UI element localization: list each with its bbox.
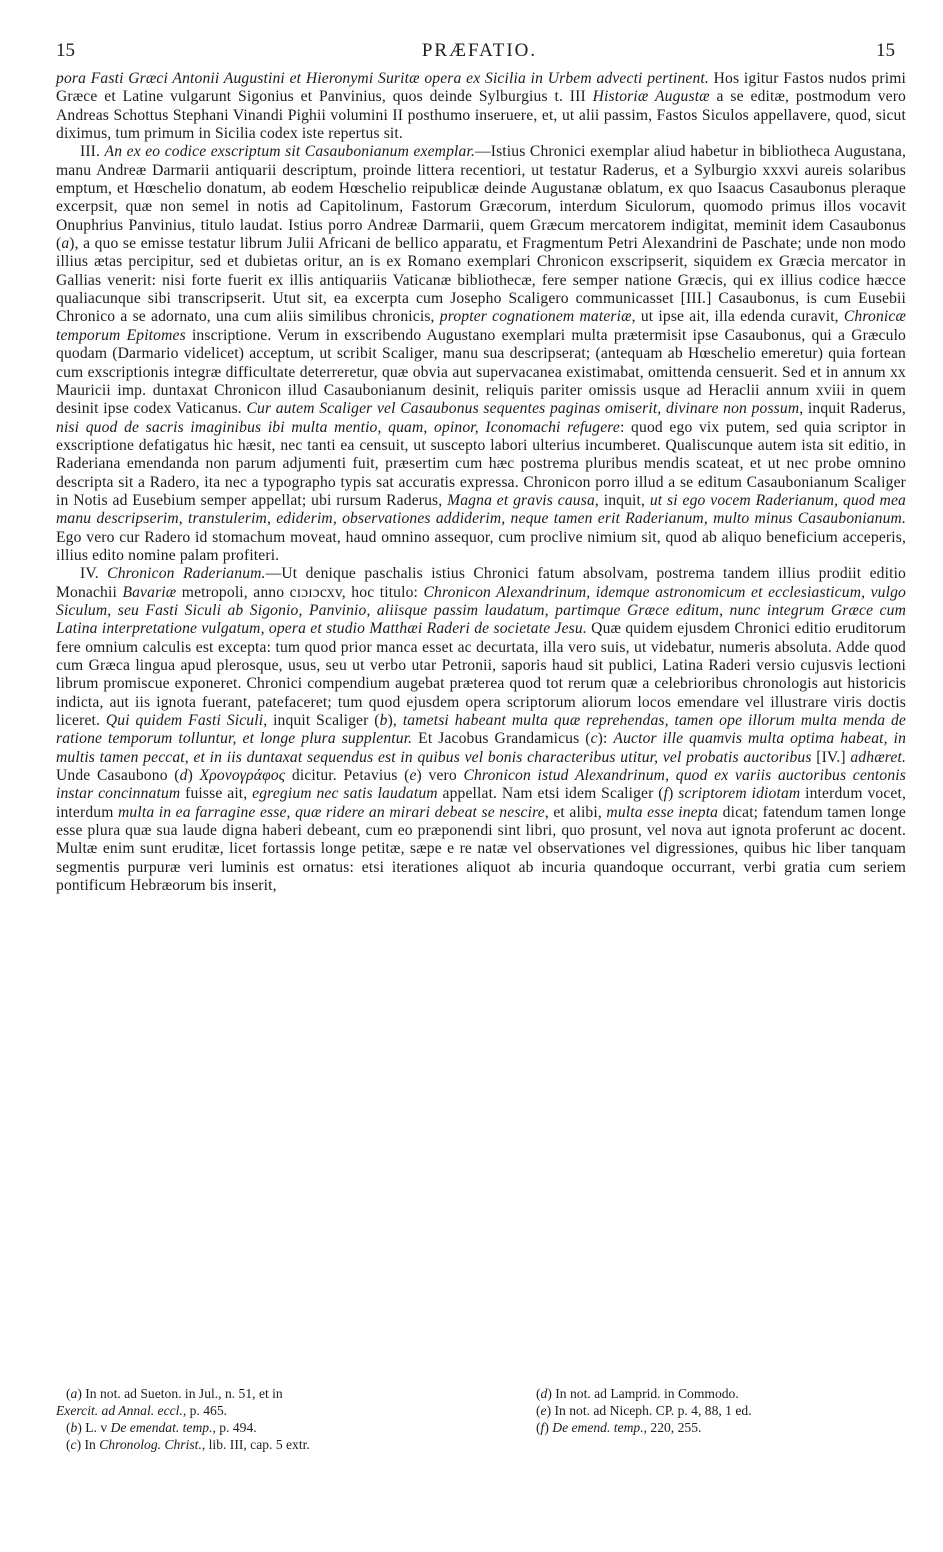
text-run: , et alibi, — [544, 803, 607, 821]
text-run: Et Jacobus Grandamicus ( — [412, 730, 591, 748]
text-run: ) L. v — [77, 1420, 111, 1435]
italic-text: tametsi habeant multa quæ reprehendas, tamen ope illorum multa menda de ratione temporum tolluntur, et longe plura supplentur. — [56, 712, 906, 748]
footnote — [56, 1436, 476, 1453]
text-run: appellat. Nam etsi idem Scaliger ( — [437, 785, 664, 803]
text-run: ( — [66, 1437, 71, 1452]
text-run: : quod ego vix putem, sed quia scriptor in exscriptione defatigatus hic hæsit, nec tanti ea censuit, ut suscepto labori ulterius incumberet. Qualiscunque autem ista sit editio, in Raderiana emendanda non parum adjumenti fuit, præsertim cum hæc postrema pluribus mendis scateat, et ut nec probe omnino descripta sit a Radero, ita nec a typographo typis sat accuratis expressa. Chronicon porro illud a se editum Casaubonianum Scaliger in Notis ad Eusebium semper appellat; ubi rursum Raderus, — [56, 418, 906, 509]
text-run: [IV.] — [811, 748, 851, 766]
italic-text: egregium nec satis laudatum — [252, 785, 438, 803]
running-header — [56, 40, 903, 70]
text-run: , lib. III, cap. 5 extr. — [201, 1437, 310, 1452]
text-run: Unde Casaubono ( — [56, 767, 180, 785]
main-text — [56, 70, 906, 895]
text-run: , p. 494. — [212, 1420, 257, 1435]
italic-text: pora Fasti Græci Antonii Augustini et Hieronymi Suritæ opera ex Sicilia in Urbem advecti pertinent. — [56, 70, 709, 87]
text-run: ), — [387, 712, 403, 730]
paragraph — [56, 70, 906, 143]
text-run: , ut ipse ait, illa edenda curavit, — [631, 308, 844, 326]
italic-text: Exercit. ad Annal. eccl. — [56, 1403, 183, 1418]
italic-text: Auctor ille quamvis multa optima habeat, in multis tamen peccat, et in iis duntaxat sequendus est in quibus vel bonis characteribus utitur, vel probatis auctoribus — [56, 730, 907, 766]
footnote — [526, 1402, 906, 1419]
italic-text: quod ex variis auctoribus centonis instar concinnatum — [56, 767, 906, 803]
text-run: Hos igitur Fastos nudos primi Græce et Latine vulgarunt Sigonius et Panvinius, quos deinde Sylburgius t. III — [56, 70, 906, 106]
text-run: dicat; fatendum tamen longe esse plura quæ sua laude digna haberi debeant, cum eo præponendi sint libri, quo prosunt, vel nova aut ignota proferunt ac docent. Multæ enim sunt eruditæ, licet fortassis longe petitæ, sæpe e re natæ vel observationes vel digressiones, quibus hic liber tanquam segmentis purpuræ veri luminis est ornatus: etsi iterationes aliquot ab incuria quandoque occurrant, verbi gratia cum seriem pontificum Hebræorum bis inserit, — [56, 803, 906, 895]
text-run: Quæ quidem ejusdem Chronici editio eruditorum fere omnium calculis est excepta: tum quod prior manca esset ac decurtata, illa vero suis, ut videbatur, numeris absoluta. Adde quod cum Græca lingua apud plerosque, usus, seu ut verbo utar Petronii, saporis haud sit publici, Latina Raderi versio cujusvis lectioni librum promiscue exponeret. Chronici compendium augebat præterea quod tot rerum quæ a celebrioribus chronologis aut historicis indicta, aut iis ignota fuerant, patefaceret; tum quod ejusdem opera scriptorum aliorum locos emendare vel illustrare viris doctis liceret. — [56, 620, 906, 730]
text-run: ( — [66, 1386, 71, 1401]
italic-text: multa esse inepta — [606, 803, 719, 821]
italic-text: De emendat. temp. — [110, 1420, 213, 1435]
text-run: Ego vero cur Radero id stomachum moveat, haud omnino assequor, cum proclive nimium sit, quod ab aliquo beneficium acceperis, illius edito nomine palam profiteri. — [56, 528, 906, 564]
text-run: ): — [597, 730, 614, 748]
paragraph — [56, 565, 906, 895]
italic-text: c — [70, 1437, 77, 1452]
footnotes-right-column — [526, 1385, 906, 1453]
text-run: ) — [187, 767, 200, 785]
text-run: , 220, 255. — [643, 1420, 702, 1435]
italic-text: b — [379, 712, 388, 730]
italic-text: Chronicon istud Alexandrinum — [463, 767, 666, 785]
text-run: ( — [536, 1420, 541, 1435]
italic-text: d — [540, 1386, 548, 1401]
text-run: fuisse ait, — [180, 785, 253, 803]
text-run: , p. 465. — [182, 1403, 228, 1418]
text-run: ( — [536, 1386, 541, 1401]
footnote — [526, 1385, 906, 1402]
text-run: ) — [544, 1420, 553, 1435]
italic-text: Chronicon Raderianum. — [107, 565, 266, 583]
italic-text: a — [70, 1386, 78, 1401]
italic-text: scriptorem idiotam — [678, 785, 801, 803]
italic-text: ut si ego vocem Raderianum, quod mea manu descripserim, transtulerim, ediderim, observationes addiderim, neque tamen erit Raderianum, multo minus Casaubonianum. — [56, 491, 906, 528]
italic-text: multa in ea farragine esse, quæ ridere an mirari debeat se nescire — [118, 803, 545, 821]
page-number-right: 15 — [876, 40, 895, 61]
footnotes — [56, 1385, 906, 1453]
text-run: inscriptione. Verum in exscribendo Augustano exemplari multa prætermisit ipse Casaubonus, qui a Græculo quodam (Darmario videlicet) acceptum, ut scribit Scaliger, manu sua descripserat; (antequam ab Hœschelio emeretur) quia fortean cum exscriptionis integræ difficultate deterreretur, quæ obvia aut supervacanea existimabat, omittenda censuerit. Sed et in annum xx Mauricii imp. duntaxat Chronicon illud Casaubonianum desinit, reliquis pariter omissis usque ad Heraclii annum xviii in quem desinit ipse codex Vaticanus. — [56, 326, 907, 418]
italic-text: f — [540, 1420, 545, 1435]
italic-text: Qui quidem Fasti Siculi — [105, 712, 264, 730]
italic-text: Chronicon Alexandrinum, idemque astronomicum et ecclesiasticum, vulgo Siculum, seu Fasti Siculi ab Sigonio, Panvinio, aliisque passim laudatum, partimque Græce editum, nunc integrum Græce cum Latina interpretatione vulgatum, opera et studio Matthæi Raderi de societate Jesu. — [56, 583, 907, 638]
italic-text: propter cognationem materiæ — [439, 308, 632, 326]
italic-text: Historiæ Augustæ — [592, 88, 710, 106]
text-run: ( — [66, 1420, 71, 1435]
text-run: —Istius Chronici exemplar aliud habetur in bibliotheca Augustana, manu Andreæ Darmarii antiquarii descriptum, proinde littera recentiori, ut testatur Raderus, et a Sylburgio xxxvi aureis solaribus emptum, et Hœschelio donatum, ab eodem Hœschelio reipublicæ deinde Augustanæ oblatum, ex quo Isaacus Casaubonus pleraque excerpsit, quæ non semel in notis ad Capitolinum, Fastorum Græcorum, interdum Siculorum, quomodo primus illos vocavit Onuphrius Panvinius, titulo laudat. Istius porro Andreæ Darmarii, quem Græcum mercatorem indigitat, meminit idem Casaubonus ( — [56, 143, 906, 253]
text-run: ) vero — [416, 767, 464, 785]
footnote — [526, 1419, 906, 1436]
text-run: III. — [80, 143, 105, 161]
italic-text: adhæret. — [850, 748, 906, 766]
text-run: dicitur. Petavius ( — [285, 767, 410, 785]
text-run: —Ut denique paschalis istius Chronici fatum absolvam, postrema tandem illius prodiit editio Monachii — [56, 565, 906, 601]
italic-text: De emend. temp. — [552, 1420, 644, 1435]
italic-text: Magna et gravis causa — [447, 491, 595, 509]
footnote — [56, 1402, 476, 1419]
text-run: , — [665, 767, 676, 785]
italic-text: nisi quod de sacris imaginibus ibi multa mentio, quam, opinor, Iconomachi refugere — [56, 418, 620, 436]
footnote — [56, 1419, 476, 1436]
footnote — [56, 1385, 476, 1402]
italic-text: An ex eo codice exscriptum sit Casaubonianum exemplar. — [104, 143, 475, 161]
text-run: ) — [668, 785, 679, 803]
italic-text: Cur autem Scaliger vel Casaubonus sequentes paginas omiserit, divinare non possum — [246, 400, 800, 418]
italic-text: b — [70, 1420, 78, 1435]
paragraph — [56, 143, 906, 565]
italic-text: e — [540, 1403, 547, 1418]
text-run: ), a quo se emisse testatur librum Julii Africani de bellico apparatu, et Fragmentum Petri Alexandrini de Paschate; unde non modo illius ætas percipitur, sed et dubietas oritur, an is ex Romano exemplari Chronicon exscripserit, siquidem ex Græcia mercator in Gallias venerit: nisi forte fuerit ex illis antiquariis Vaticanæ bibliothecæ, fere semper natione Græcis, qui ex illius codice hæcce qualiacunque sibi transcripserit. Utut sit, ea excerpta cum Josepho Scaligero communicasset [III.] Casaubonus, is cum Eusebii Chronico a se adornato, una cum aliis similibus chronicis, — [56, 235, 906, 326]
italic-text: f — [663, 785, 669, 803]
text-run: ) In not. ad Lamprid. in Commodo. — [547, 1386, 739, 1401]
text-run: ) In not. ad Niceph. CP. p. 4, 88, 1 ed. — [546, 1403, 752, 1418]
text-run: interdum vocet, interdum — [56, 785, 907, 821]
footnotes-left-column — [56, 1385, 476, 1453]
italic-text: Chronolog. Christ. — [99, 1437, 202, 1452]
italic-text: Chronicæ temporum Epitomes — [56, 308, 907, 344]
text-run: ( — [536, 1403, 541, 1418]
italic-text: e — [409, 767, 417, 785]
italic-text: Bavariæ — [122, 583, 177, 601]
page-number-left: 15 — [56, 40, 75, 61]
italic-text: c — [590, 730, 598, 748]
italic-text: a — [61, 235, 70, 253]
text-run: IV. — [80, 565, 108, 583]
text-run: , inquit Raderus, — [799, 400, 906, 418]
text-run: a se editæ, postmodum vero Andreas Schottus Stephani Vinandi Pighii volumini II posthumo inseruere, et, ut alii passim, Fastos Siculos appellavere, quod, sicut diximus, tum primum in Sicilia codex iste repertus sit. — [56, 88, 906, 143]
text-run: ) In — [76, 1437, 100, 1452]
running-title: PRÆFATIO. — [421, 40, 538, 61]
text-run: metropoli, anno cɪɔɪɔcxv, hoc titulo: — [176, 583, 424, 601]
text-run: ) In not. ad Sueton. in Jul., n. 51, et in — [77, 1386, 283, 1401]
italic-text: d — [179, 767, 188, 785]
italic-text: Χρονογράφος — [199, 767, 286, 785]
text-run: , inquit Scaliger ( — [263, 712, 380, 730]
text-run: , inquit, — [594, 491, 650, 509]
